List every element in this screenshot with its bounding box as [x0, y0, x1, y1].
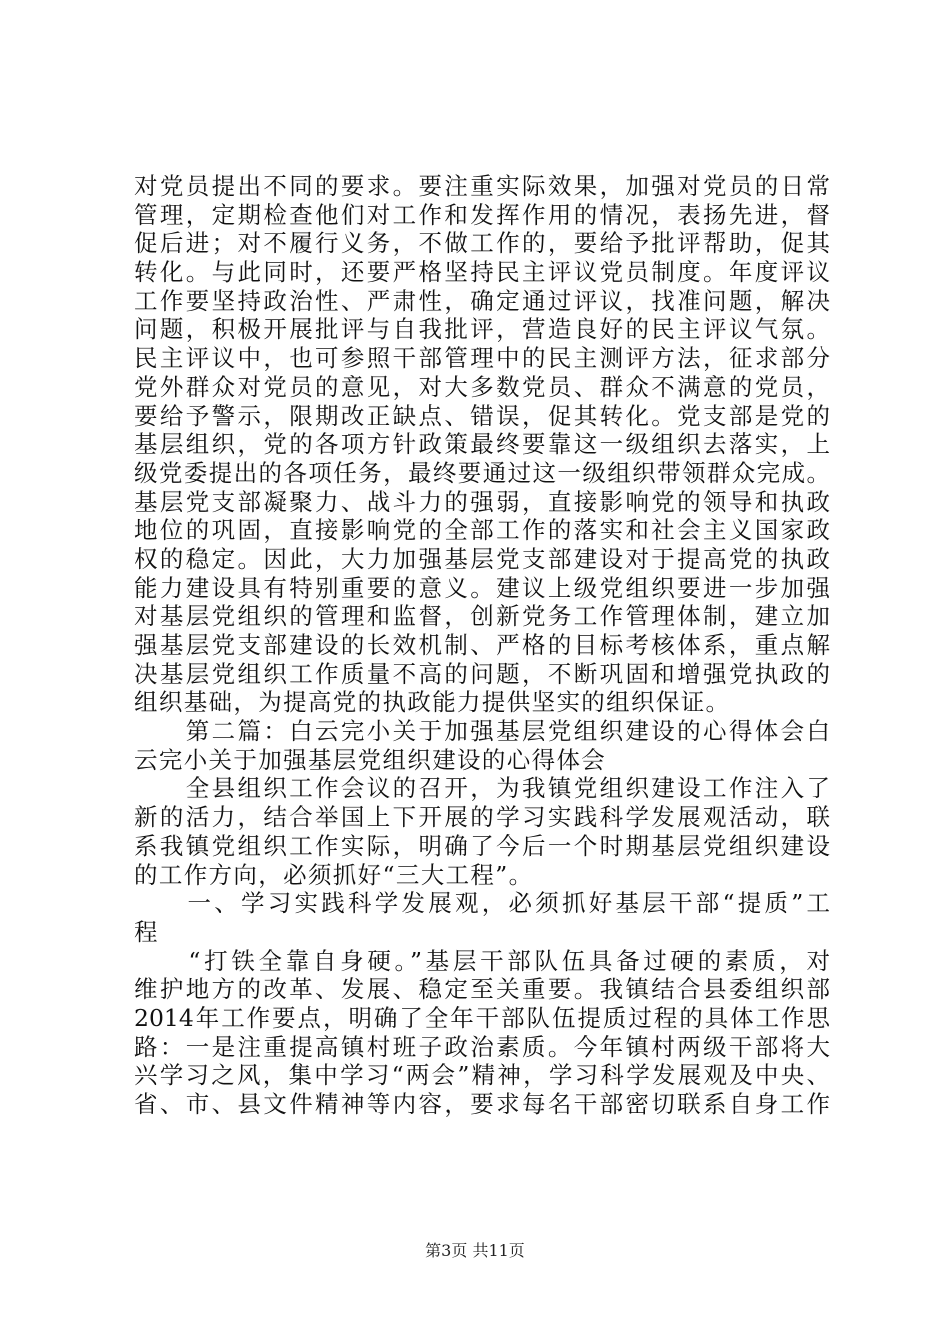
text-line: 对基层党组织的管理和监督，创新党务工作管理体制，建立加 [134, 602, 830, 631]
text-line: 工作要坚持政治性、严肃性，确定通过评议，找准问题，解决 [134, 286, 830, 315]
text-line: 省、市、县文件精神等内容，要求每名干部密切联系自身工作 [134, 1090, 830, 1118]
text-line: 问题，积极开展批评与自我批评，营造良好的民主评议气氛。 [134, 315, 830, 344]
text-line: 要给予警示，限期改正缺点、错误，促其转化。党支部是党的 [134, 401, 830, 430]
text-line: 权的稳定。因此，大力加强基层党支部建设对于提高党的执政 [134, 544, 830, 573]
text-line: 组织基础，为提高党的执政能力提供坚实的组织保证。 [134, 688, 731, 717]
text-line: 系我镇党组织工作实际，明确了今后一个时期基层党组织建设 [134, 831, 830, 860]
text-line: 党外群众对党员的意见，对大多数党员、群众不满意的党员， [134, 372, 830, 401]
text-line: 基层党支部凝聚力、战斗力的强弱，直接影响党的领导和执政 [134, 487, 830, 516]
text-line: 的工作方向，必须抓好“三大工程”。 [134, 860, 534, 889]
text-line: 对党员提出不同的要求。要注重实际效果，加强对党员的日常 [134, 172, 830, 200]
text-line: 程 [134, 917, 159, 946]
text-line: 2014年工作要点，明确了全年干部队伍提质过程的具体工作思 [134, 1003, 830, 1032]
text-line: 全县组织工作会议的召开，为我镇党组织建设工作注入了 [134, 774, 830, 803]
page-number-footer: 第3页 共11页 [425, 1241, 525, 1260]
text-line: 第二篇：白云完小关于加强基层党组织建设的心得体会白 [134, 717, 830, 746]
text-line: 能力建设具有特别重要的意义。建议上级党组织要进一步加强 [134, 573, 830, 602]
text-line: 管理，定期检查他们对工作和发挥作用的情况，表扬先进，督 [134, 200, 830, 229]
text-line: 民主评议中，也可参照干部管理中的民主测评方法，征求部分 [134, 344, 830, 373]
text-line: 维护地方的改革、发展、稳定至关重要。我镇结合县委组织部 [134, 975, 830, 1004]
text-line: 决基层党组织工作质量不高的问题，不断巩固和增强党执政的 [134, 659, 830, 688]
text-line: 路：一是注重提高镇村班子政治素质。今年镇村两级干部将大 [134, 1032, 830, 1061]
text-line: 基层组织，党的各项方针政策最终要靠这一级组织去落实，上 [134, 430, 830, 459]
text-line: 一、学习实践科学发展观，必须抓好基层干部“提质”工 [134, 889, 830, 918]
text-line: 转化。与此同时，还要严格坚持民主评议党员制度。年度评议 [134, 258, 830, 287]
text-line: 促后进；对不履行义务，不做工作的，要给予批评帮助，促其 [134, 229, 830, 258]
text-line: 地位的巩固，直接影响党的全部工作的落实和社会主义国家政 [134, 516, 830, 545]
body-text [134, 172, 830, 1119]
text-line: 级党委提出的各项任务，最终要通过这一级组织带领群众完成。 [134, 458, 830, 487]
text-line: “打铁全靠自身硬。”基层干部队伍具备过硬的素质，对 [134, 946, 830, 975]
text-line: 兴学习之风，集中学习“两会”精神，学习科学发展观及中央、 [134, 1061, 830, 1090]
text-line: 强基层党支部建设的长效机制、严格的目标考核体系，重点解 [134, 631, 830, 659]
text-line: 云完小关于加强基层党组织建设的心得体会 [134, 745, 607, 774]
text-line: 新的活力，结合举国上下开展的学习实践科学发展观活动，联 [134, 803, 830, 832]
